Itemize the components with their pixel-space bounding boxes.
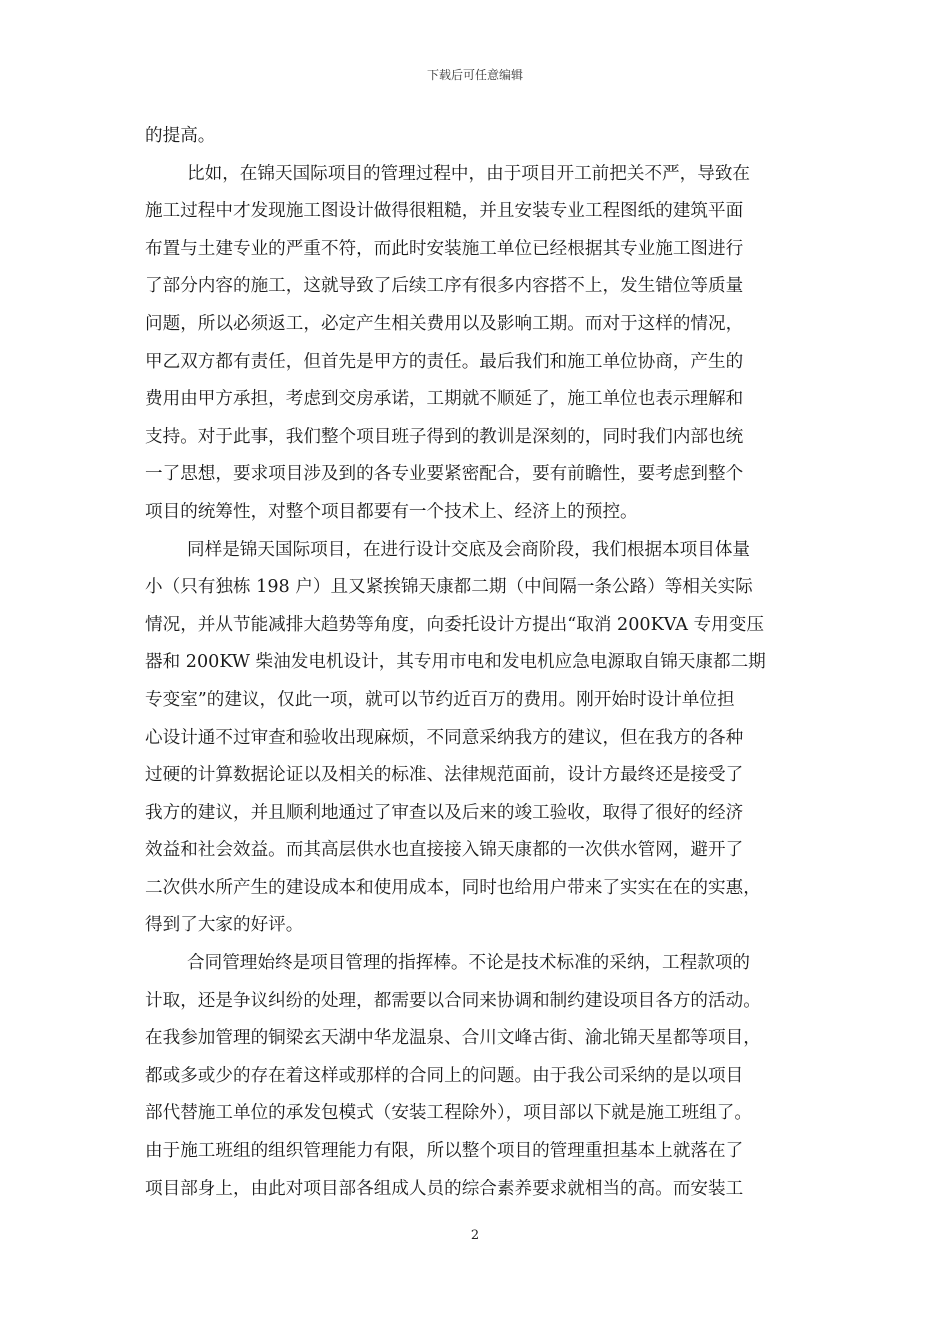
body-text [145, 118, 807, 1208]
text-line: 了部分内容的施工，这就导致了后续工序有很多内容搭不上，发生错位等质量 [145, 276, 744, 297]
text-line: 专变室”的建议，仅此一项，就可以节约近百万的费用。刚开始时设计单位担 [145, 689, 735, 710]
text-line: 在我参加管理的铜梁玄天湖中华龙温泉、合川文峰古街、渝北锦天星都等项目， [145, 1028, 761, 1049]
text-line: 计取，还是争议纠纷的处理，都需要以合同来协调和制约建设项目各方的活动。 [145, 990, 761, 1011]
text-line: 得到了大家的好评。 [145, 915, 304, 936]
text-line: 效益和社会效益。而其高层供水也直接接入锦天康都的一次供水管网，避开了 [145, 840, 744, 861]
text-line: 心设计通不过审查和验收出现麻烦，不同意采纳我方的建议，但在我方的各种 [145, 727, 744, 748]
text-line: 二次供水所产生的建设成本和使用成本，同时也给用户带来了实实在在的实惠， [145, 877, 761, 898]
text-line: 我方的建议，并且顺利地通过了审查以及后来的竣工验收，取得了很好的经济 [145, 802, 744, 823]
text-line: 过硬的计算数据论证以及相关的标准、法律规范面前，设计方最终还是接受了 [145, 765, 744, 786]
text-line: 情况，并从节能减排大趋势等角度，向委托设计方提出“取消 200KVA 专用变压 [145, 614, 764, 635]
text-line: 费用由甲方承担，考虑到交房承诺，工期就不顺延了，施工单位也表示理解和 [145, 389, 744, 410]
paragraph-start-line: 同样是锦天国际项目，在进行设计交底及会商阶段，我们根据本项目体量 [187, 539, 751, 560]
text-line: 一了思想，要求项目涉及到的各专业要紧密配合，要有前瞻性，要考虑到整个 [145, 464, 744, 485]
text-line: 问题，所以必须返工，必定产生相关费用以及影响工期。而对于这样的情况， [145, 313, 744, 334]
paragraph-start-line: 合同管理始终是项目管理的指挥棒。不论是技术标准的采纳，工程款项的 [187, 953, 751, 974]
page-header: 下载后可任意编辑 [426, 68, 523, 82]
text-line: 部代替施工单位的承发包模式（安装工程除外），项目部以下就是施工班组了。 [145, 1103, 752, 1124]
text-line: 甲乙双方都有责任，但首先是甲方的责任。最后我们和施工单位协商，产生的 [145, 351, 744, 372]
paragraph-start-line: 比如，在锦天国际项目的管理过程中，由于项目开工前把关不严，导致在 [187, 163, 751, 184]
text-line: 项目的统筹性，对整个项目都要有一个技术上、经济上的预控。 [145, 501, 638, 522]
text-line: 布置与土建专业的严重不符，而此时安装施工单位已经根据其专业施工图进行 [145, 238, 744, 259]
text-line: 施工过程中才发现施工图设计做得很粗糙，并且安装专业工程图纸的建筑平面 [145, 201, 744, 222]
text-line: 的提高。 [145, 126, 216, 146]
text-line: 器和 200KW 柴油发电机设计，其专用市电和发电机应急电源取自锦天康都二期 [145, 652, 766, 673]
text-line: 支持。对于此事，我们整个项目班子得到的教训是深刻的，同时我们内部也统 [145, 426, 744, 447]
text-line: 由于施工班组的组织管理能力有限，所以整个项目的管理重担基本上就落在了 [145, 1141, 744, 1162]
text-line: 小（只有独栋 198 户）且又紧挨锦天康都二期（中间隔一条公路）等相关实际 [145, 577, 753, 598]
text-line: 项目部身上，由此对项目部各组成人员的综合素养要求就相当的高。而安装工 [145, 1178, 744, 1199]
text-line: 都或多或少的存在着这样或那样的合同上的问题。由于我公司采纳的是以项目 [145, 1065, 744, 1086]
page-number: 2 [470, 1228, 480, 1243]
